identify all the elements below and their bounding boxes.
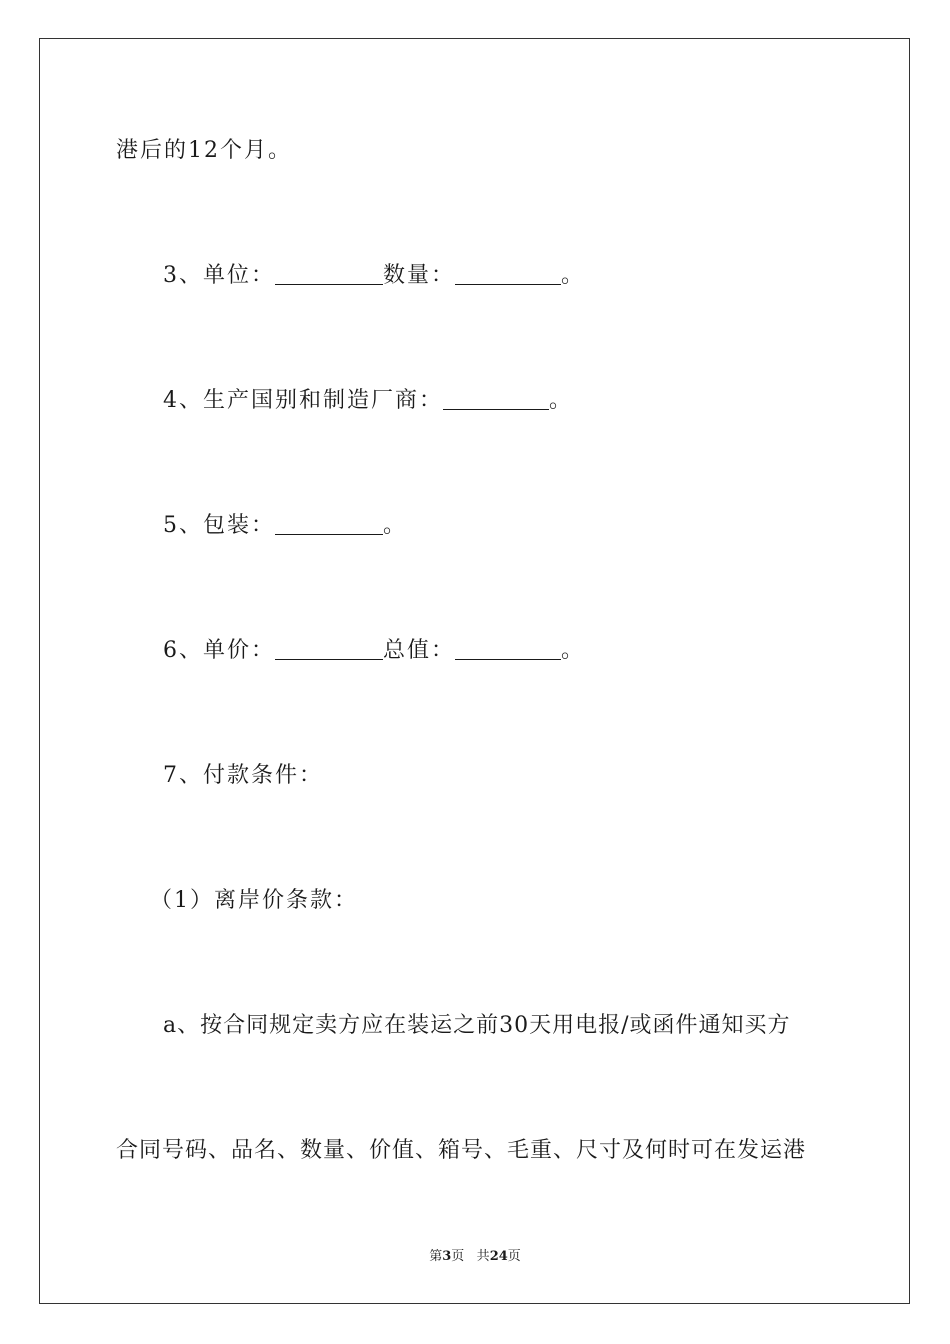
text: 7、付款条件：	[163, 763, 323, 788]
total-value-label: 总值：	[383, 638, 456, 663]
paragraph-packing	[163, 511, 407, 541]
total-pages: 24	[489, 1249, 508, 1264]
origin-label: 4、生产国别和制造厂商：	[163, 388, 443, 413]
footer-text: 共	[476, 1249, 490, 1264]
page-border	[39, 38, 910, 1304]
quantity-label: 数量：	[383, 263, 456, 288]
quantity-blank[interactable]	[455, 262, 561, 285]
text: 港后的12个月。	[116, 138, 292, 163]
paragraph-clause-a	[163, 1011, 791, 1041]
period: 。	[383, 513, 408, 538]
packing-blank[interactable]	[275, 512, 383, 535]
text: 合同号码、品名、数量、价值、箱号、毛重、尺寸及何时可在发运港	[116, 1138, 807, 1163]
paragraph-line	[116, 136, 292, 166]
unit-price-blank[interactable]	[275, 637, 383, 660]
packing-label: 5、包装：	[163, 513, 275, 538]
paragraph-fob-terms	[150, 886, 358, 916]
unit-label: 3、单位：	[163, 263, 275, 288]
paragraph-unit-quantity	[163, 261, 585, 291]
page-footer	[0, 1245, 950, 1264]
unit-blank[interactable]	[275, 262, 383, 285]
paragraph-clause-a-cont	[116, 1136, 806, 1166]
period: 。	[561, 638, 586, 663]
paragraph-payment-terms	[163, 761, 323, 791]
text: （1）离岸价条款：	[150, 888, 358, 913]
footer-text: 页	[507, 1249, 521, 1264]
paragraph-price	[163, 636, 585, 666]
unit-price-label: 6、单价：	[163, 638, 275, 663]
page-number: 3	[442, 1249, 452, 1264]
period: 。	[561, 263, 586, 288]
footer-text: 页	[451, 1249, 465, 1264]
period: 。	[549, 388, 574, 413]
footer-text: 第	[429, 1249, 443, 1264]
total-value-blank[interactable]	[455, 637, 561, 660]
text: a、按合同规定卖方应在装运之前30天用电报/或函件通知买方	[163, 1013, 791, 1038]
paragraph-origin	[163, 386, 573, 416]
origin-blank[interactable]	[443, 387, 549, 410]
